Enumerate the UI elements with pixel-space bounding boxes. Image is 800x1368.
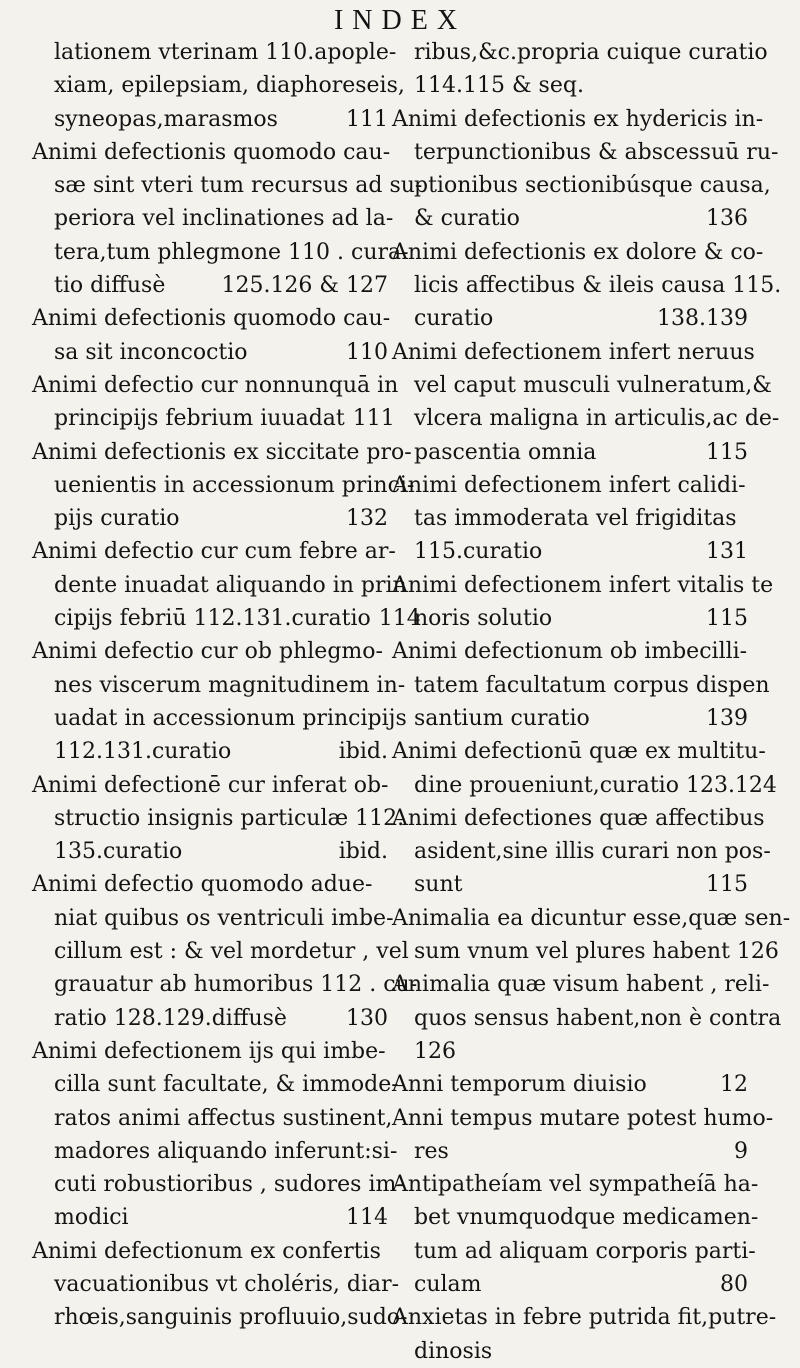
index-line bbox=[392, 868, 748, 901]
index-line-text: ribus,&c.propria cuique curatio bbox=[414, 40, 768, 65]
index-line-text: asident,sine illis curari non pos- bbox=[414, 839, 771, 865]
page-reference bbox=[770, 669, 778, 702]
page-reference: ibid. bbox=[338, 839, 388, 865]
index-line-text: 112.131.curatio bbox=[54, 739, 232, 765]
index-line bbox=[32, 69, 405, 102]
index-line-text: Animi defectio quomodo adue- bbox=[32, 872, 373, 898]
page-reference bbox=[758, 1201, 766, 1234]
index-line-text: uadat in accessionum principijs bbox=[54, 705, 407, 731]
index-line bbox=[32, 402, 395, 435]
index-line bbox=[392, 103, 764, 136]
index-line bbox=[32, 569, 407, 602]
index-line-text: res bbox=[414, 1138, 449, 1164]
page-reference bbox=[383, 635, 391, 668]
page-reference bbox=[740, 69, 748, 102]
index-line-text: dine proueniunt,curatio 123.124 bbox=[414, 772, 777, 798]
index-line-text: Anni temporum diuisio bbox=[392, 1072, 647, 1098]
index-line-text: ratos animi affectus sustinent, bbox=[54, 1105, 393, 1131]
index-line-text: Animi defectionis ex hydericis in- bbox=[392, 106, 764, 132]
page-reference bbox=[740, 1335, 748, 1368]
index-line bbox=[392, 1135, 748, 1168]
index-line-text: tum ad aliquam corporis parti- bbox=[414, 1238, 756, 1264]
index-line bbox=[32, 902, 394, 935]
index-line-text: Animi defectionem infert vitalis te bbox=[392, 572, 774, 598]
index-line-text: ptionibus sectionibúsque causa, bbox=[414, 173, 771, 199]
index-line-text: Antipatheíam vel sympatheíā ha- bbox=[392, 1172, 759, 1198]
index-line bbox=[392, 402, 780, 435]
index-line-text: culam bbox=[414, 1271, 482, 1297]
index-line bbox=[32, 769, 388, 802]
index-line-text: 126 bbox=[414, 1038, 456, 1064]
index-line-text: Animi defectionem ijs qui imbe- bbox=[32, 1038, 386, 1064]
index-line bbox=[392, 669, 770, 702]
index-line-text: Anni tempus mutare potest humo- bbox=[392, 1105, 774, 1131]
index-line bbox=[32, 835, 388, 868]
index-line-text: pascentia omnia bbox=[414, 439, 597, 465]
index-line bbox=[392, 835, 771, 868]
index-line bbox=[392, 236, 764, 269]
page-reference bbox=[777, 769, 785, 802]
index-line-text: sæ sint vteri tum recursus ad su- bbox=[54, 173, 423, 199]
index-line bbox=[32, 669, 406, 702]
page-reference: 114 bbox=[378, 606, 421, 632]
index-line-text: niat quibus os ventriculi imbe- bbox=[54, 905, 394, 931]
index-line bbox=[392, 569, 774, 602]
page-reference bbox=[380, 868, 388, 901]
index-line bbox=[392, 1168, 759, 1201]
page-reference bbox=[772, 369, 780, 402]
index-line bbox=[392, 769, 777, 802]
index-line-text: principijs febrium iuuadat bbox=[54, 406, 345, 432]
index-line-text: tas immoderata vel frigiditas bbox=[414, 506, 737, 532]
index-line bbox=[392, 1201, 759, 1234]
index-line-text: 115.curatio bbox=[414, 539, 543, 565]
index-line-text: Animi defectionis quomodo cau- bbox=[32, 139, 391, 165]
page-reference bbox=[776, 1301, 784, 1334]
index-line bbox=[392, 502, 748, 535]
index-line bbox=[392, 336, 755, 369]
index-column-right bbox=[392, 36, 791, 1368]
index-line-text: nes viscerum magnitudinem in- bbox=[54, 672, 406, 698]
index-line-text: vlcera maligna in articulis,ac de- bbox=[414, 406, 780, 432]
index-line-text: cipijs febriū 112.131.curatio bbox=[54, 606, 371, 632]
index-line bbox=[32, 635, 388, 668]
index-line bbox=[32, 935, 409, 968]
index-line bbox=[392, 535, 748, 568]
index-line bbox=[32, 302, 391, 335]
index-line-text: quos sensus habent,non è contra bbox=[414, 1005, 782, 1031]
page-reference bbox=[779, 402, 787, 435]
index-line bbox=[392, 635, 748, 668]
index-line bbox=[392, 802, 765, 835]
index-line-text: grauatur ab humoribus 112 . cu- bbox=[54, 972, 418, 998]
page-reference bbox=[781, 269, 789, 302]
index-line-text: rhœis,sanguinis profluuio,sudo- bbox=[54, 1305, 408, 1331]
page-reference: 111 bbox=[346, 106, 388, 132]
index-line-text: bet vnumquodque medicamen- bbox=[414, 1205, 759, 1231]
index-line-text: ratio 128.129.diffusè bbox=[54, 1005, 287, 1031]
index-line-text: terpunctionibus & abscessuū ru- bbox=[414, 139, 779, 165]
index-line-text: Animi defectio cur cum febre ar- bbox=[32, 539, 396, 565]
index-line-text: modici bbox=[54, 1205, 129, 1231]
index-line-text: 135.curatio bbox=[54, 839, 183, 865]
page-reference: 132 bbox=[346, 506, 388, 532]
index-line bbox=[32, 236, 409, 269]
index-line-text: Animi defectionē cur inferat ob- bbox=[32, 772, 389, 798]
index-line bbox=[32, 469, 415, 502]
index-line-text: tio diffusè bbox=[54, 273, 166, 299]
index-line-text: curatio bbox=[414, 306, 494, 332]
index-line bbox=[392, 702, 748, 735]
index-line-text: vel caput musculi vulneratum,& bbox=[414, 372, 772, 398]
index-line-text: lationem vterinam 110.apople- bbox=[54, 40, 397, 65]
index-line bbox=[392, 1002, 782, 1035]
page-reference bbox=[773, 569, 781, 602]
index-line bbox=[392, 1102, 774, 1135]
index-line-text: dente inuadat aliquando in prin bbox=[54, 572, 407, 598]
index-line bbox=[392, 136, 779, 169]
index-line-text: pijs curatio bbox=[54, 506, 180, 532]
index-line-text: Anxietas in febre putrida fit,putre- bbox=[392, 1305, 777, 1331]
index-line-text: Animi defectionū quæ ex multitu- bbox=[392, 739, 766, 765]
index-line-text: Animi defectionum ob imbecilli- bbox=[392, 639, 748, 665]
index-line-text: noris solutio bbox=[414, 606, 553, 632]
index-line-text: structio insignis particulæ 112. bbox=[54, 805, 405, 831]
index-line bbox=[32, 502, 388, 535]
index-line bbox=[32, 968, 418, 1001]
index-line-text: Animi defectio cur nonnunquā in bbox=[32, 372, 399, 398]
index-line-text: dinosis bbox=[414, 1338, 493, 1364]
page-reference bbox=[778, 136, 786, 169]
index-line-text: sunt bbox=[414, 872, 463, 898]
index-line bbox=[392, 968, 770, 1001]
page-reference: 139 bbox=[706, 705, 748, 731]
index-line bbox=[392, 69, 748, 102]
index-line bbox=[32, 1068, 399, 1101]
index-line bbox=[32, 602, 421, 635]
page-reference bbox=[771, 169, 779, 202]
page-reference bbox=[740, 1035, 748, 1068]
page-reference bbox=[747, 635, 755, 668]
index-line-text: cuti robustioribus , sudores im- bbox=[54, 1172, 404, 1198]
index-line bbox=[392, 1301, 777, 1334]
index-line-text: xiam, epilepsiam, diaphoreseis, bbox=[54, 73, 405, 99]
index-line-text: Animi defectiones quæ affectibus bbox=[392, 805, 765, 831]
index-line bbox=[32, 1301, 408, 1334]
index-line bbox=[392, 36, 768, 69]
index-line bbox=[32, 136, 391, 169]
index-line-text: Animalia quæ visum habent , reli- bbox=[392, 972, 770, 998]
index-line bbox=[32, 535, 396, 568]
index-line-text: cilla sunt facultate, & immode- bbox=[54, 1072, 399, 1098]
index-line bbox=[32, 802, 405, 835]
page-reference: 115 bbox=[706, 439, 748, 465]
index-line bbox=[392, 735, 766, 768]
index-line bbox=[392, 202, 748, 235]
index-line-text: sa sit inconcoctio bbox=[54, 339, 248, 365]
index-line bbox=[32, 36, 397, 69]
index-line bbox=[32, 1135, 398, 1168]
index-line-text: madores aliquando inferunt:si- bbox=[54, 1138, 398, 1164]
page-reference bbox=[765, 802, 773, 835]
index-line-text: tatem facultatum corpus dispen bbox=[414, 672, 770, 698]
index-line bbox=[392, 602, 748, 635]
index-line bbox=[392, 302, 748, 335]
index-line bbox=[32, 103, 388, 136]
index-line bbox=[392, 1335, 748, 1368]
index-line bbox=[32, 269, 388, 302]
page-reference bbox=[781, 1002, 789, 1035]
index-line bbox=[392, 436, 748, 469]
index-line-text: Animi defectionem infert calidi- bbox=[392, 472, 746, 498]
index-line-text: & curatio bbox=[414, 206, 520, 232]
page-reference bbox=[768, 36, 776, 69]
page-reference: 9 bbox=[734, 1138, 748, 1164]
index-line bbox=[392, 369, 772, 402]
index-line-text: licis affectibus & ileis causa 115. bbox=[414, 273, 782, 299]
page-reference: 111 bbox=[352, 406, 395, 432]
page-reference: 131 bbox=[706, 539, 748, 565]
index-line bbox=[32, 202, 394, 235]
page-reference bbox=[773, 1102, 781, 1135]
index-line-text: santium curatio bbox=[414, 705, 590, 731]
index-line bbox=[32, 1102, 393, 1135]
page-reference: ibid. bbox=[338, 739, 388, 765]
page-reference: 110 bbox=[346, 339, 388, 365]
index-line-text: Animi defectionis quomodo cau- bbox=[32, 306, 391, 332]
index-line-text: 114.115 & seq. bbox=[414, 73, 584, 99]
index-line bbox=[32, 369, 399, 402]
index-line bbox=[32, 336, 388, 369]
index-line bbox=[32, 1168, 404, 1201]
page-reference bbox=[763, 103, 771, 136]
page-reference: 138.139 bbox=[657, 306, 748, 332]
index-line-text: Animi defectionem infert neruus bbox=[392, 339, 755, 365]
page-reference bbox=[755, 336, 763, 369]
index-line-text: vacuationibus vt choléris, diar- bbox=[54, 1271, 400, 1297]
page-reference bbox=[766, 735, 774, 768]
page-reference bbox=[758, 1168, 766, 1201]
index-line bbox=[32, 436, 412, 469]
page-reference bbox=[771, 835, 779, 868]
index-line bbox=[32, 1235, 388, 1268]
page-reference bbox=[756, 1235, 764, 1268]
page-reference bbox=[790, 902, 798, 935]
page-reference bbox=[381, 1235, 389, 1268]
index-line bbox=[32, 1002, 388, 1035]
page-reference: 125.126 & 127 bbox=[221, 273, 388, 299]
page-reference bbox=[763, 236, 771, 269]
page-reference bbox=[746, 469, 754, 502]
index-line bbox=[32, 1268, 400, 1301]
index-line-text: uenientis in accessionum princi- bbox=[54, 472, 415, 498]
index-line-text: Animi defectio cur ob phlegmo- bbox=[32, 639, 383, 665]
index-line-text: Animi defectionis ex dolore & co- bbox=[392, 239, 764, 265]
page-reference bbox=[740, 502, 748, 535]
index-line bbox=[392, 1235, 756, 1268]
index-line-text: cillum est : & vel mordetur , vel bbox=[54, 939, 409, 965]
index-line bbox=[32, 169, 423, 202]
page-reference: 114 bbox=[346, 1205, 388, 1231]
index-line bbox=[392, 1035, 748, 1068]
index-line bbox=[392, 1268, 748, 1301]
index-line-text: sum vnum vel plures habent 126 bbox=[414, 939, 779, 965]
index-line bbox=[392, 935, 779, 968]
page-reference bbox=[779, 935, 787, 968]
index-line bbox=[392, 1068, 748, 1101]
index-line bbox=[32, 702, 407, 735]
index-line-text: tera,tum phlegmone 110 . cura- bbox=[54, 239, 409, 265]
page-reference: 136 bbox=[706, 206, 748, 232]
index-line bbox=[392, 902, 791, 935]
index-line-text: Animi defectionum ex confertis bbox=[32, 1238, 381, 1264]
index-line bbox=[32, 735, 388, 768]
running-header: INDEX bbox=[333, 5, 467, 36]
index-line bbox=[392, 269, 782, 302]
index-line-text: periora vel inclinationes ad la- bbox=[54, 206, 394, 232]
index-line bbox=[32, 868, 388, 901]
index-line-text: Animalia ea dicuntur esse,quæ sen- bbox=[392, 905, 791, 931]
index-line-text: syneopas,marasmos bbox=[54, 106, 278, 132]
index-line bbox=[392, 169, 771, 202]
page-reference: 115 bbox=[706, 606, 748, 632]
page-reference bbox=[769, 968, 777, 1001]
index-column-left bbox=[32, 36, 423, 1335]
page-reference: 12 bbox=[720, 1072, 748, 1098]
index-line bbox=[392, 469, 748, 502]
index-line bbox=[32, 1035, 388, 1068]
page-reference: 115 bbox=[706, 872, 748, 898]
page-reference: 130 bbox=[346, 1005, 388, 1031]
page-reference: 80 bbox=[720, 1271, 748, 1297]
index-line-text: Animi defectionis ex siccitate pro- bbox=[32, 439, 412, 465]
index-line bbox=[32, 1201, 388, 1234]
